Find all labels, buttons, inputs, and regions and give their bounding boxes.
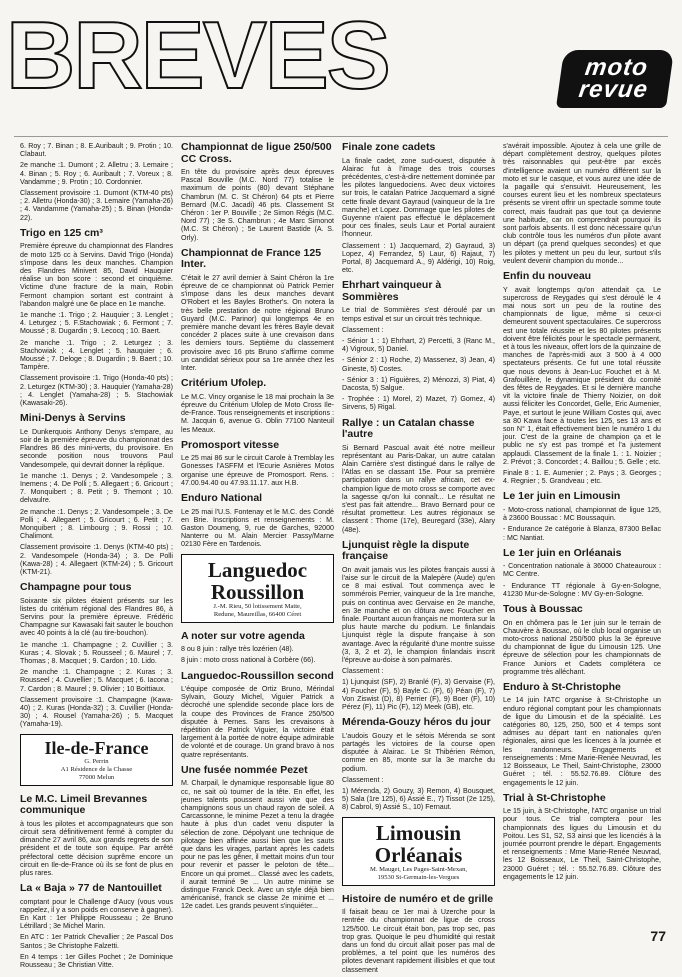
paragraph: - Sénior 2 : 1) Roche, 2) Massenez, 3) Jean, 4) Gineste, 5) Costes. [342, 356, 495, 373]
paragraph: - Endurance TT régionale à Gy-en-Sologne, 41230 Mur-de-Sologne : MV Gy-en-Sologne. [503, 581, 661, 598]
paragraph: 1) Ljunquist (SF), 2) Branlé (F), 3) Gervaise (F), 4) Foucher (F), 5) Bayle C. (F), 6) Péan (F), 7) Von Ziswist (D), 8) Perrier (F), 9) Boer (F), 10) Pérez (F), 11) Pic (F), 12) Meek (GB), etc. [342, 678, 495, 712]
paragraph: 1e manche :1. Champagne ; 2. Cuvillier ; 3. Kuras ; 4. Slovak ; 5. Rousseel ; 6. Maurel ; 7. Thomas ; 8. Macquet ; 9. Cardon ; 10. Lido. [20, 640, 173, 666]
paragraph: - Concentration nationale à 36000 Chateauroux : MC Centre. [503, 562, 661, 579]
region-contact: J.-M. Rieu, 50 lotissement Matte, [213, 602, 302, 610]
region-title: Languedoc [207, 557, 308, 582]
paragraph: - Endurance 2e catégorie à Blanza, 87300 Bellac : MC Nantiat. [503, 525, 661, 542]
paragraph: C'était le 27 avril dernier à Saint Chéron la 1re épreuve de ce championnat où Patrick Perrier s'impose dans les deux manches devant O'Robert et les Bayles Brother's. On notera la très belle prestation de notre régional Bruno Guyard (M.C. Parinor) qui longtemps 4e en première manche devant les frères Bayle devait concéder 2 places suite à une crevaison dans les derniers tours. Septième du classement provisoire avec 16 pts Bruno s'affirme comme un candidat sérieux pour sa 1re année chez les Inter. [181, 273, 334, 373]
article-heading: Trial à St-Christophe [503, 791, 606, 804]
article-heading: Histoire de numéro et de grille [342, 892, 494, 905]
article-heading: Languedoc-Roussillon second [181, 669, 334, 682]
article-heading: Ljunquist règle la dispute française [342, 538, 470, 563]
column-2 [181, 142, 334, 914]
article-heading: Enfin du nouveau [503, 270, 592, 283]
paragraph: 2e manche :1. Dumont ; 2. Alletru ; 3. Lemaire ; 4. Binan ; 5. Roy ; 6. Auribault ; 7. Voreux ; 8. Vandamme ; 9. Protin ; 10. Cordonnier. [20, 161, 173, 186]
paragraph: Classement : [342, 667, 384, 676]
article-heading: Champagne pour tous [20, 581, 132, 594]
logo-text-revue: revue [577, 76, 650, 103]
page-header [0, 0, 682, 138]
article-heading: Critérium Ufolep. [181, 377, 267, 390]
region-contact: G. Perrin [84, 757, 109, 765]
paragraph: Finale 8 : 1. E. Aumenier ; 2. Pays ; 3. Georges ; 4. Regnier ; 5. Grandveau ; etc. [503, 469, 661, 486]
region-box-languedoc-roussillon [181, 554, 334, 623]
column-1 [20, 142, 173, 972]
paragraph: Classement : 1) Jacquemard, 2) Gayraud, 3) Lopez, 4) Ferrandez, 5) Laur, 6) Rajaut, 7) Portal, 8) Jacquemard A., 9) Aldérigi, 10) Roig, etc. [342, 241, 495, 275]
region-contact: 19530 St-Germain-les-Vergues [377, 873, 460, 881]
region-title: Ile-de-France [44, 737, 149, 758]
paragraph: Classement provisoire :1. Denys (KTM-40 pts) ; 2. Vandesompele (Honda-34) ; 3. De Polli (Kawa-28) ; 4. Allegaert (KTM-24) ; 5. Gricourt (KTM-21). [20, 543, 173, 576]
paragraph: - Sénior 1 : 1) Ehrhart, 2) Percetti, 3 (Ranc M., 4) Vigroux, 5) Daniel. [342, 336, 495, 354]
paragraph: En ATC : 1er Patrick Chevallier ; 2e Pascal Dos Santos ; 3e Christophe Falzetti. [20, 933, 173, 950]
paragraph: 1e manche :1. Trigo ; 2. Hauquier ; 3. Lenglet ; 4. Leturgez ; 5. F.Stachowiak ; 6. Fermont ; 7. Moussé ; 8. Dugardin ; 9. Lecocq ; 10. Baert. [20, 310, 173, 336]
region-title: Roussillon [210, 579, 305, 604]
paragraph: M. Charpail, le dynamique responsable ligue 80 cc, ne sait où tourner de la tête. En effet, les jeunes talents poussent aussi vite que des champignons sous un chaud rayon de soleil. A Carcassonne, le minime Pezet a tenu la dragée haute à plus d'un cadet venu disputer la sélection de zone. Dépolyant une technique de pilotage bien affinée aussi bien que les sauts que dans les virages, partant après les cadets pour ne pas les gêner, il mettait moins d'un tour pour revenir et passer le peloton de tête... Encore un qui promet... Classé avec les cadets, il aurait terminé 9e ... Un autre minime se distingue Franck Deck. Avec un style déjà bien américanisé, franck se classe 2e minime et ... 12e cadet. Les grands peuvent s'inquiéter... [181, 779, 334, 911]
region-title: Limousin [375, 820, 462, 845]
paragraph: Classement provisoire :1. Dumont (KTM-40 pts) ; 2. Alletru (Honda-30) ; 3. Lemaire (Yamaha-26) ; 4. Vandamme (Yamaha-25) ; 5. Binan (Honda-22). [20, 189, 173, 222]
article-heading: Finale zone cadets [342, 141, 436, 153]
paragraph: à tous les pilotes et accompagnateurs que son circuit sera définitivement fermé à compter du dimanche 27 avril 86, aux grands regrets de son président et de toute son équipe. Par arrêté préfectoral cette décision suprême encore un circuit en Ile-de-France où ils se font de plus en plus rares. [20, 819, 173, 877]
paragraph: Classement provisoire :1. Trigo (Honda-40 pts) ; 2. Leturgez (KTM-30) ; 3. Hauquier (Yamaha-28) ; 4. Lenglet (Yamaha-28) ; 5. Stachowiak (Kawasaki-26). [20, 374, 173, 407]
paragraph: On avait jamais vus les pilotes français aussi à l'aise sur le circuit de la Malepère (Aude) qu'en ce 8 mai estival. Tout commença avec le sommérois Perrier, vainqueur de la 1re manche, puis on continua avec Gervaise en 2e manche, en 3e manche et on clôtura avec Foucher en finale. Pourtant aucun français ne montera sur la plus haute marche du podium. Le finlandais Ljunquist règle la dispute française à son avantage. Avec la régularité d'une montre suisse (3, 3, 2 et 2), le champion finlandais inscrit l'épreuve au-doise à son palmarès. [342, 565, 495, 665]
paragraph: 1e manche :1. Denys ; 2. Vandesompele ; 3. Inemens ; 4. De Polli ; 5. Allegaert ; 6. Gricourt ; 7. Monquibert ; 8. Petit ; 9. Themont ; 10. delvaulre. [20, 471, 173, 505]
paragraph: Soixante six pilotes étaient présents sur les listes du critérium régional des Flandres 86, à Servins pour la première épreuve. Frédéric Champagne sur Kawasaki fait sauter le bouchon avec 40 points à la clé (au tire-bouchon). [20, 596, 173, 638]
article-heading: Le M.C. Limeil Brevannes communique [20, 792, 148, 817]
article-heading: Championnat de France 125 Inter. [181, 246, 322, 271]
article-heading: Le 1er juin en Orléanais [503, 546, 622, 559]
paragraph: 2e manche :1. Denys ; 2. Vandesompele ; 3. De Polli ; 4. Allegaert ; 5. Gricourt ; 6. Petit ; 7. Monquibert ; 8. Limbourg ; 9. Rossi ; 10. Chalimont. [20, 507, 173, 541]
article-heading: A noter sur votre agenda [181, 629, 305, 642]
article-heading: Une fusée nommée Pezet [181, 763, 308, 776]
paragraph: 8 juin : moto cross national à Corbère (66). [181, 656, 316, 665]
article-heading: Tous à Boussac [503, 603, 583, 616]
page-number: 77 [650, 928, 666, 944]
paragraph: La finale cadet, zone sud-ouest, disputée à Alairac fut à l'image des trois courses précédentes, c'est-à-dire nettement dominée par les pilotes languedociens. Avec deux victoires sur trois, le catalan Patrice Jacquemard a signé cette finale devant Gayraud (vainqueur de la 1re manche) et Lopez. Dommage que les pilotes de Guyenne n'aient pas effectué le déplacement pour ces finales, seuls Laur et Portal auraient l'honneur. [342, 156, 495, 239]
region-box-limousin-orleanais [342, 817, 495, 886]
logo-text-moto: moto [583, 54, 650, 81]
paragraph: s'avérait impossible. Ajoutez à cela une grille de départ complètement destroy, quelques pilotes très raisonnables qui peut-être par excès d'intelligence avaient un numéro différent sur la moto et sur le casque, et vous aurez une idée de la pagaille qui s'ensuivit. Heureusement, les courses eurent lieu et les nombreux spectateurs présents se virent offrir un spectacle somme toute correct, mais faudrait pas que tout ça devienne une habitude, car on comprendrait pourquoi ils sont parfois absents. Il est donc nécessaire qu'un club contrôle tous les numéros d'un pilote avant un départ (ça prend quelques secondes) et que les pilotes y mettent un peu du leur, surtout s'ils veulent devenir champion du monde... [503, 142, 661, 265]
article-heading: Mini-Denys à Servins [20, 412, 126, 425]
paragraph: - Sénior 3 : 1) Figuières, 2) Ménozzi, 3) Piat, 4) Dacosta, 5) Salgue. [342, 375, 495, 392]
article-heading: Ehrhart vainqueur à Sommières [342, 279, 442, 303]
paragraph: Le 15 juin, à St-Christophe, l'ATC organise un trial pour tous. Ce trial comptera pour les championnats des ligues du Limousin et du Poitou. Les S1, S2, S3 ainsi que les licenciés à la journée pourront prendre le départ. Engagements et renseignements : Mme Marie-Renée Neuvrad, les 12 Boisseaux, Le Theil, Saint-Christophe, 23000 Guéret ; tél. : 55.52.76.89. Clôture des engagements le 12 juin. [503, 807, 661, 881]
moto-revue-logo [556, 50, 674, 108]
region-contact: M. Mauget, Les Pages-Saint-Mexan, [369, 865, 468, 873]
section-title: BREVES [6, 2, 389, 109]
article-heading: Promosport vitesse [181, 438, 280, 451]
paragraph: Le M.C. Vincy organise le 18 mai prochain la 3e épreuve du Critérium Ufolep de Moto Cross Ile-de-France. Tous renseignements et inscriptions : M. Jacquin 6, avenue G. Oblin 77100 Nanteuil les Meaux. [181, 392, 334, 434]
paragraph: Y avait longtemps qu'on attendait ça. Le supercross de Reygades qui s'est déroulé le 4 mai nous sort un peu de la routine des championnats de ligue, même si ceux-ci demeurent souvent spectaculaires. Ce supercross est une totale réussite et les 80 pilotes présents doivent être félicités pour le spectacle permanent, et à tous les niveaux, offert lors de la quinzaine de manches de l'après-midi aux 3 500 à 4 000 spectateurs présents. Ce fut une total réussite que nous devons à Jean-Luc Fouchet et à M. Grafouillère, le dynamique président du comité des fêtes de Reygades. Et si le dernière manche vit la victoire finale de Thierry Noizier, on doit aussi féliciter les Concordet, Gelle, Eric Aumenier, Paye, et surtout le jeune William Costes qui, avec sa 80 Kawa face à toutes les 125, ses 13 ans et son N° 1, était effectivement bien le numéro 1 du jour. C'est de la graine de champion ça et le public ne s'y est pas trompé et l'a justement applaudi. Classement de la finale 1. : 1. Noizier ; 2. Prévot ; 3. Concordet ; 4. Baillou ; 5. Gelle ; etc. [503, 285, 661, 466]
column-4 [503, 142, 661, 884]
paragraph: Classement : [342, 325, 384, 334]
paragraph: On en chômera pas le 1er juin sur le terrain de Chauvère à Boussac, où le club local organise un moto-cross national 250/500 plus la 3e épreuve du championnat de ligue du Limousin 125. Une épreuve de sélection pour les championnats de France Juniors et Cadets complétera ce programme très alléchant. [503, 618, 661, 676]
paragraph: L'équipe composée de Ortiz Bruno, Mérindal Sylvain, Gouzy Michel, Viguier Patrick a décroché une splendide seconde place lors de la coupe des Provinces de France 250/500 disputée à Pernes. Sans les crevaisons à répétition de Patrick Viguier, la victoire était largement à la portée de notre équipe admirable de volonté et de courage. Un grand bravo à nos quatre représentants. [181, 685, 334, 759]
region-contact: 77000 Melun [78, 773, 115, 781]
paragraph: En 4 temps : 1er Gilles Pochet ; 2e Dominique Rousseau ; 3e Christian Vitte. [20, 952, 173, 970]
paragraph: - Trophée : 1) Morel, 2) Mazet, 7) Gomez, 4) Sirvens, 5) Rigal. [342, 395, 495, 412]
article-heading: La « Baja » 77 de Nantouillet [20, 882, 162, 895]
article-heading: Enduro à St-Christophe [503, 680, 621, 693]
header-rule [14, 136, 668, 137]
article-heading: Rallye : un Catalan chasse l'autre [342, 416, 475, 441]
paragraph: Le 25 mai 86 sur le circuit Carole à Tremblay les Gonesses l'ASFFM et l'Ecurie Asnières Motos organise une épreuve de Promosport. Rens. : 47.00.94.40 ou 47.93.11.17. aux H.B. [181, 454, 334, 487]
paragraph: En tête du provisoire après deux épreuves Pascal Bouville (M.C. Nord 77) totalise le maximum de points (80) devant Stéphane Chambrun (M. C. St Chéron) 64 pts et Pierre Bernard (M.C. Jacadi) 46 pts. Classement St Chéron : 1er P. Bouville ; 2e Simon Régis (M.C. Nord 77) ; 3e S. Chambrun ; 4e Marc Simonot (M.C. St Chéron) ; 5e Laurent Bastide (A. S. Orly). [181, 168, 334, 242]
paragraph: L'audois Gouzy et le sétois Mérenda se sont partagés les victoires de la course open disputée à Alairac. Le St Thibérien Rémon, comme en 85, monte sur la 3e marche du podium. [342, 731, 495, 773]
paragraph: Première épreuve du championnat des Flandres de moto 125 cc à Servins. David Trigo (Honda) s'impose dans les deux manches. Champion des Flandres Minivert 85, David Hauquier réalise un bon score : second et cinquième. Victime d'une fracture de la main, Robin Fermont champion sortant est contraint à l'abandon malgré une 6e place en 1e manche. [20, 242, 173, 308]
region-contact: Redune, Maureillas, 66400 Céret [213, 610, 302, 618]
region-box-ile-de-france [20, 734, 173, 786]
paragraph: 1) Mérenda, 2) Gouzy, 3) Remon, 4) Bousquet, 5) Sala (1re 125), 6) Assié E., 7) Tissot (2e 125), 8) Cabrol, 9) Assié S., 10) Fernaut. [342, 786, 495, 812]
article-heading: Trigo en 125 cm³ [20, 226, 103, 239]
article-heading: Enduro National [181, 492, 263, 505]
article-heading: Mérenda-Gouzy héros du jour [342, 716, 491, 729]
paragraph: Le Dunkerquois Anthony Denys s'empare, au soir de la première épreuve du championnat des Flandres 86 des mini-verts, du provisoire. En seconde position nous trouvons Paul Vandesompele, qui devrait donner la réplique. [20, 427, 173, 469]
paragraph: 8 ou 8 juin : rallye très lozérien (48). [181, 645, 294, 654]
paragraph: comptant pour le Challenge d'Aucy (vous vous rappelez, il y a son poids en conserve à gagner). En Kart : 1er Philippe Rousseau ; 2e Bruno Létrillard ; 3e Michel Marin. [20, 897, 174, 931]
paragraph: Le 14 juin l'ATC organise à St-Christophe un enduro régional comptant pour les championnats de ligue du Limousin et de la spécialité. Les catégories 80, 125, 250, 500 et 4 temps sont admises au départ tant en nationales qu'en régionales, ainsi que les licences à la journée et les randonneurs. Engagements et renseignements : Mme Marie-Renée Neuvrad, les 12 Boisseaux, Le Theil, Saint-Christophe, 23000 Guéret ; tél. : 55.52.76.89. Clôture des engagements le 12 juin. [503, 696, 661, 787]
paragraph: Il faisait beau ce 1er mai à Uzerche pour la rentrée du championnat de ligue de cross 125/500. Le circuit était bon, pas trop sec, pas trop gras. Quoique le peu d'humidité qui restait dans un fond du circuit allait poser pas mal de problèmes, a tel point que les numéros des pilotes devenant rapidement illisibles et que tout classement [342, 908, 495, 974]
column-3 [342, 142, 495, 977]
paragraph: Classement provisoire :1. Champagne (Kawa-40) ; 2. Kuras (Honda-32) ; 3. Cuvillier (Honda-30) ; 4. Rousel (Yamaha-26) ; 5. Macquet (Yamaha-19). [20, 695, 173, 729]
region-title: Orléanais [374, 842, 463, 867]
region-contact: A1 Résidence de la Chasse [60, 765, 133, 773]
paragraph: Classement : [342, 775, 384, 784]
paragraph: 2e manche :1. Champagne ; 2. Kuras ; 3. Rousseel ; 4. Cuvellier ; 5. Macquet ; 6. Iacona ; 7. Cardon ; 8. Maurel ; 9. Olivier ; 10 Boittiaux. [20, 668, 173, 693]
article-heading: Le 1er juin en Limousin [503, 490, 621, 503]
paragraph: Le 25 mai l'U.S. Fontenay et le M.C. des Condé en Brie. Inscriptions et renseignements : M. Gaston Doumeng, 9, rue de Garches, 92000 Nanterre ou M. Alain Mercier Passy/Marne 02130 Fère en Tardenois. [181, 507, 334, 549]
paragraph: Le trial de Sommières s'est déroulé par un temps estival et sur un circuit très technique. [342, 306, 495, 323]
paragraph: 6. Roy ; 7. Binan ; 8. E.Auribault ; 9. Protin ; 10. Clabaut. [20, 142, 173, 159]
paragraph: - Moto-cross national, championnat de ligue 125, à 23600 Boussac : MC Boussaquin. [503, 505, 661, 523]
article-heading: Championnat de ligue 250/500 CC Cross. [181, 141, 332, 165]
paragraph: 2e manche :1. Trigo ; 2. Leturgez ; 3. Stachowiak ; 4. Lenglet ; 5. hauquier ; 6. Moussé ; 7. Deloge ; 8. Dugardin ; 9. Baert ; 10. Tampère. [20, 338, 173, 372]
paragraph: Si Bernard Pascual avait été notre meilleur représentant au Paris-Dakar, un autre catalan Alain Carrière s'est distingué dans le rallye de l'Atlas en se classant 15e. Pour sa première participation dans un rallye africain, cet ex-champion ligue de moto cross se comporte avec la sagesse qu'on lui connaît... Le résultat ne s'est pas fait attendre... Bravo Bernard pour ce résultat prometteur. Les autres régionaux se classent : Thome (17e), Beuregard (33e), Alary (48e). [342, 443, 495, 534]
